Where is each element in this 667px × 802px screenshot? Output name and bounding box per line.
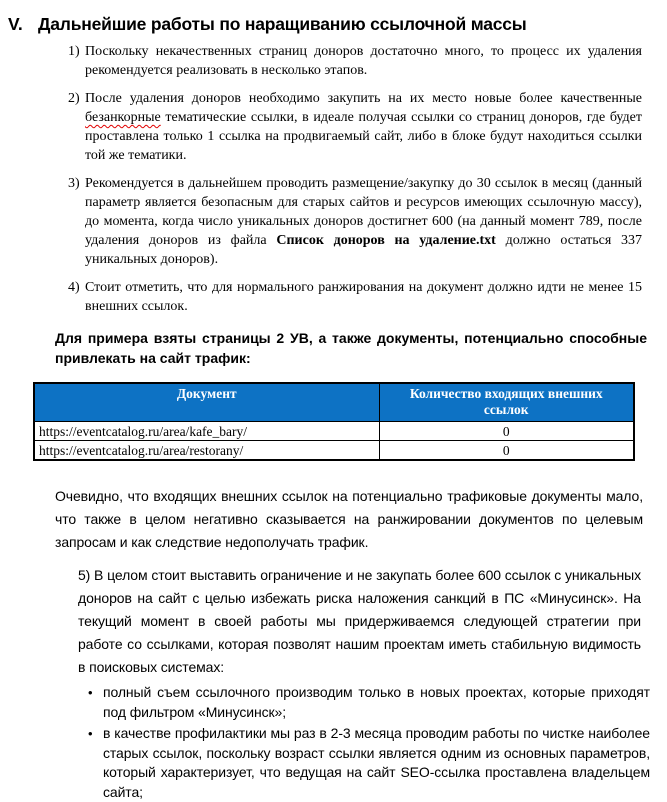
list-item-3-marker: 3) bbox=[68, 176, 80, 191]
list-item-2-marker: 2) bbox=[68, 91, 80, 106]
table-header-row bbox=[34, 383, 634, 422]
incoming-links-count: 0 bbox=[379, 422, 634, 441]
table-row bbox=[34, 422, 634, 441]
column-header-incoming-links: Количество входящих внешних ссылок bbox=[379, 383, 634, 422]
document-url: https://eventcatalog.ru/area/restorany/ bbox=[34, 441, 379, 461]
table-row bbox=[34, 441, 634, 461]
column-header-document: Документ bbox=[34, 383, 379, 422]
list-item-3 bbox=[68, 174, 642, 269]
list-item-3-text-pre: Рекомендуется в дальнейшем проводить размещение/закупку до 30 ссылок в месяц (данный параметр является безопасным для старых сайтов и ресурсов имеющих ссылочную массу), до момента, когда число уникальных доноров достигнет 600 (на данный момент 789, после удаления доноров из файла bbox=[85, 176, 642, 248]
bold-filename: Список доноров на удаление.txt bbox=[276, 233, 496, 248]
example-intro-paragraph: Для примера взяты страницы 2 УВ, а также документы, потенциально способные привлекать на сайт трафик: bbox=[55, 330, 647, 366]
bullet-icon: • bbox=[88, 685, 93, 700]
list-item-3-text bbox=[85, 174, 642, 269]
list-item-2 bbox=[68, 89, 642, 165]
bullet-text-1: полный съем ссылочного производим только в новых проектах, которые приходят под фильтром «Минусинск»; bbox=[103, 684, 650, 720]
list-item bbox=[88, 724, 650, 802]
list-item-2-text-pre: После удаления доноров необходимо закупить на их место новые более качественные bbox=[85, 91, 642, 106]
list-item-4 bbox=[68, 278, 642, 316]
list-item-4-text: Стоит отметить, что для нормального ранжирования на документ должно идти не менее 15 внешних ссылок. bbox=[85, 280, 642, 314]
list-item-4-marker: 4) bbox=[68, 280, 80, 295]
list-item-1 bbox=[68, 42, 642, 80]
list-item-2-text bbox=[85, 89, 642, 165]
bullet-list bbox=[88, 683, 650, 802]
list-item-2-text-post: тематические ссылки, в идеале получая ссылки со страниц доноров, где будет проставлена только 1 ссылка на продвигаемый сайт, либо в блоке будут находиться ссылки той же тематики. bbox=[85, 110, 642, 163]
list-item-5-paragraph: 5) В целом стоит выставить ограничение и не закупать более 600 ссылок с уникальных доноров на сайт с целью избежать риска наложения санкций в ПС «Минусинск». На текущий момент в своей работы мы придерживаемся следующей стратегии при работе со ссылками, которая позволят нашим проектам иметь стабильную видимость в поисковых системах: bbox=[78, 567, 641, 675]
bullet-text-2: в качестве профилактики мы раз в 2-3 месяца проводим работы по чистке наиболее старых ссылок, поскольку возраст ссылки является одним из основных параметров, который характеризует, что ведущая на сайт SEO-ссылка проставлена владельцем сайта; bbox=[103, 725, 650, 800]
document-url: https://eventcatalog.ru/area/kafe_bary/ bbox=[34, 422, 379, 441]
section-title: Дальнейшие работы по наращиванию ссылочной массы bbox=[38, 14, 527, 34]
list-item-3-text-post: должно остаться 337 уникальных доноров). bbox=[85, 233, 642, 267]
list-item-1-text: Поскольку некачественных страниц доноров достаточно много, то процесс их удаления рекомендуется реализовать в несколько этапов. bbox=[85, 44, 642, 78]
misspelled-word: безанкорные bbox=[85, 110, 161, 125]
conclusion-paragraph: Очевидно, что входящих внешних ссылок на потенциально трафиковые документы мало, что также в целом негативно сказывается на ранжировании документов по целевым запросам и как следствие недополучать трафик. bbox=[55, 488, 643, 550]
links-table bbox=[33, 382, 635, 461]
section-numeral: V. bbox=[8, 14, 23, 34]
section-heading bbox=[8, 12, 647, 36]
list-item-1-marker: 1) bbox=[68, 44, 80, 59]
bullet-icon: • bbox=[88, 726, 93, 741]
incoming-links-count: 0 bbox=[379, 441, 634, 461]
list-item bbox=[88, 683, 650, 722]
